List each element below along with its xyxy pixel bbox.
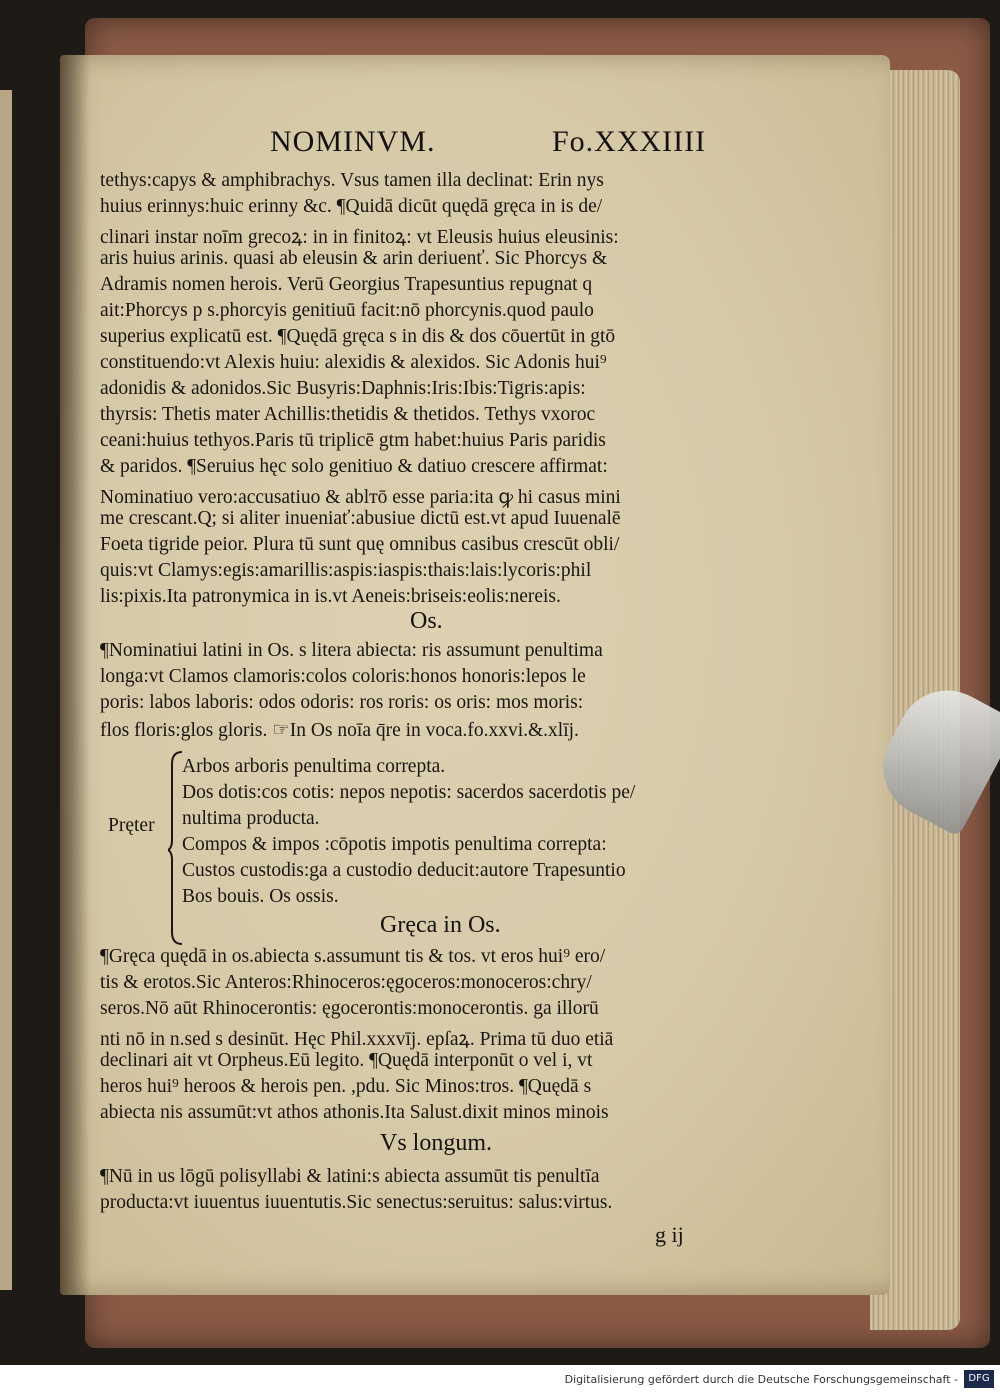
section-heading-greca: Gręca in Os. (380, 912, 501, 938)
text-line: ¶Gręca quędā in os.abiecta s.assumunt tis & tos. vt eros hui⁹ ero/ (100, 946, 606, 967)
text-line: quis:vt Clamys:egis:amarillis:aspis:iaspis:thais:lais:lycoris:phil (100, 560, 592, 581)
section-heading-os: Os. (410, 608, 443, 634)
section-heading-vs-longum: Vs longum. (380, 1130, 493, 1156)
folio-number: Fo.XXXIIII (552, 125, 707, 158)
text-line: me crescant.Q; si aliter inueniať:abusiue dictū est.vt apud Iuuenalē (100, 508, 621, 529)
text-line: & paridos. ¶Seruius hęc solo genitiuo & datiuo crescere affirmat: (100, 456, 608, 477)
text-line: Adramis nomen herois. Verū Georgius Trapesuntius repugnat q (100, 274, 593, 295)
text-line: ¶Nominatiui latini in Os. s litera abiecta: ris assumunt penultima (100, 640, 603, 661)
exception-line: Bos bouis. Os ossis. (182, 886, 339, 907)
text-line: lis:pixis.Ita patronymica in is.vt Aeneis:briseis:eolis:nereis. (100, 586, 561, 607)
text-line: ceani:huius tethyos.Paris tū triplicē gtm habet:huius Paris paridis (100, 430, 606, 451)
exception-line: nultima producta. (182, 808, 320, 829)
text-line: Foeta tigride peior. Plura tū sunt quę omnibus casibus crescūt obli/ (100, 534, 620, 555)
funding-credit: Digitalisierung gefördert durch die Deutsche Forschungsgemeinschaft - (564, 1373, 958, 1386)
exception-line: Compos & impos :cōpotis impotis penultima correpta: (182, 834, 607, 855)
left-page-edge (0, 90, 12, 1290)
text-line: longa:vt Clamos clamoris:colos coloris:honos honoris:lepos le (100, 666, 586, 687)
exception-line: Dos dotis:cos cotis: nepos nepotis: sacerdos sacerdotis pe/ (182, 782, 636, 803)
text-line: declinari ait vt Orpheus.Eū legito. ¶Quędā interponūt o vel i, vt (100, 1050, 593, 1071)
text-line: flos floris:glos gloris. ☞In Os noīa q̄re in voca.fo.xxvi.&.xlīj. (100, 720, 579, 741)
footer-bar (0, 1365, 1000, 1395)
text-line: ait:Phorcys p s.phorcyis genitiuū facit:nō phorcynis.quod paulo (100, 300, 594, 321)
text-line: Nominatiuo vero:accusatiuo & ablтō esse paria:ita ꝙ hi casus mini (100, 487, 621, 508)
text-line: huius erinnys:huic erinny &c. ¶Quidā dicūt quędā gręca in is de/ (100, 196, 603, 217)
text-line: nti nō in n.sed s desinūt. Hęc Phil.xxxvīj. epſaꝝ. Prima tū duo etiā (100, 1029, 614, 1050)
text-line: poris: labos laboris: odos odoris: ros roris: os oris: mos moris: (100, 692, 584, 713)
running-head-title: NOMINVM. (270, 125, 436, 158)
text-line: heros hui⁹ heroos & herois pen. ,pdu. Sic Minos:tros. ¶Quędā s (100, 1076, 592, 1097)
text-line: aris huius arinis. quasi ab eleusin & arin deriuenť. Sic Phorcys & (100, 248, 608, 269)
text-line: superius explicatū est. ¶Quędā gręca s in dis & dos cōuertūt in gtō (100, 326, 616, 347)
signature-mark: g ij (655, 1222, 684, 1247)
text-line: thyrsis: Thetis mater Achillis:thetidis & thetidos. Tethys vxoroc (100, 404, 596, 425)
text-line: constituendo:vt Alexis huiu: alexidis & alexidos. Sic Adonis hui⁹ (100, 352, 607, 373)
exception-line: Arbos arboris penultima correpta. (182, 756, 446, 777)
text-line: producta:vt iuuentus iuuentutis.Sic senectus:seruitus: salus:virtus. (100, 1192, 613, 1213)
dfg-logo: DFG (964, 1370, 994, 1388)
exception-line: Custos custodis:ga a custodio deducit:autore Trapesuntio (182, 860, 626, 881)
page-gutter-shadow (60, 55, 90, 1295)
text-line: seros.Nō aūt Rhinocerontis: ęgocerontis:monocerontis. ga illorū (100, 998, 599, 1019)
text-line: tethys:capys & amphibrachys. Vsus tamen illa declinat: Erin nys (100, 170, 604, 191)
preter-label: Pręter (108, 815, 155, 836)
text-line: adonidis & adonidos.Sic Busyris:Daphnis:Iris:Ibis:Tigris:apis: (100, 378, 586, 399)
text-line: abiecta nis assumūt:vt athos athonis.Ita Salust.dixit minos minois (100, 1102, 609, 1123)
text-line: ¶Nū in us lōgū polisyllabi & latini:s abiecta assumūt tis penultīa (100, 1166, 600, 1187)
text-line: clinari instar noīm grecoꝝ: in in finitoꝝ: vt Eleusis huius eleusinis: (100, 227, 619, 248)
text-line: tis & erotos.Sic Anteros:Rhinoceros:ęgoceros:monoceros:chry/ (100, 972, 592, 993)
